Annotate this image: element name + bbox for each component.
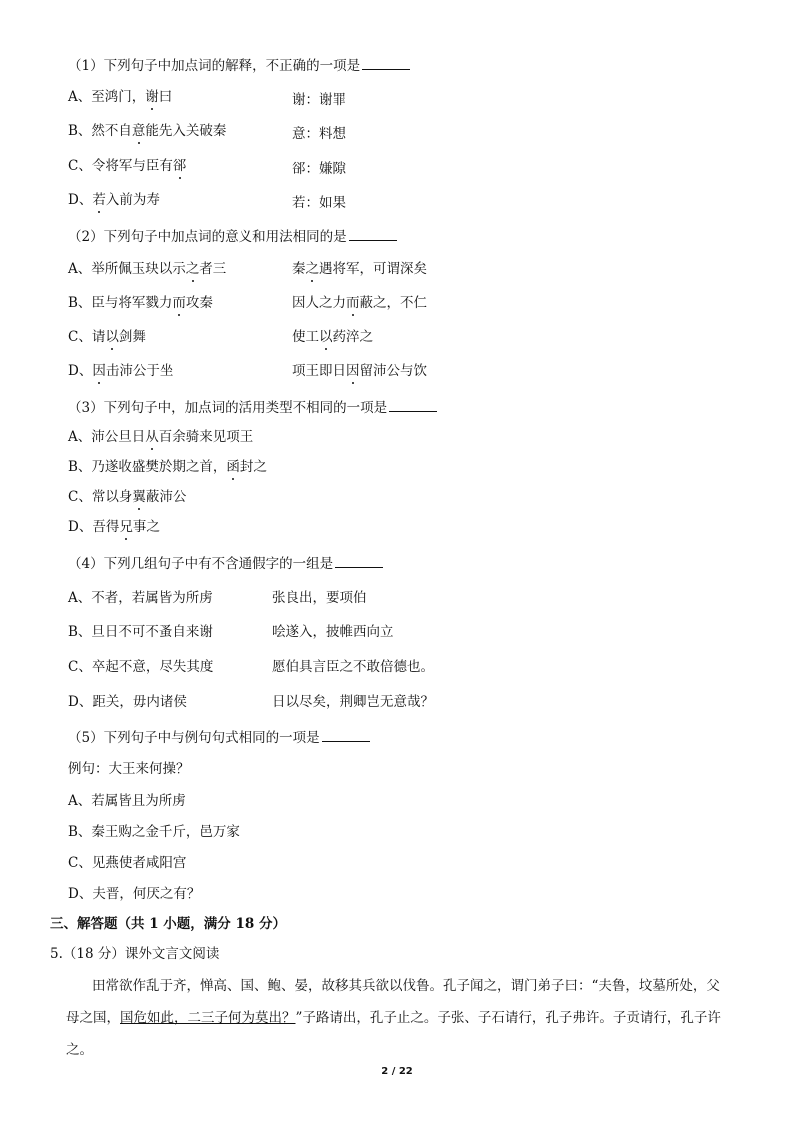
q2-option-a-left: A、举所佩玉玦以示之者三 bbox=[68, 261, 227, 277]
q1-gloss-d: 若：如果 bbox=[292, 195, 346, 211]
q3-option-a: A、沛公旦日从百余骑来见项王 bbox=[68, 429, 254, 445]
q4-option-b-left: B、旦日不可不蚤自来谢 bbox=[68, 624, 213, 640]
q4-option-c-right: 愿伯具言臣之不敢倍德也。 bbox=[272, 659, 434, 675]
q5-stem: （5）下列句子中与例句句式相同的一项是 bbox=[68, 729, 370, 747]
underlined-sentence: 国危如此，二三子何为莫出？ bbox=[120, 1010, 296, 1026]
passage-line-2: 母之国，国危如此，二三子何为莫出？”子路请出，孔子止之。子张、子石请行，孔子弗许。子贡请行，孔子许 bbox=[66, 1010, 721, 1026]
q4-option-d-right: 日以尽矣，荆卿岂无意哉？ bbox=[272, 694, 434, 710]
answer-blank bbox=[322, 729, 370, 742]
question-number: 5.（18 分）课外文言文阅读 bbox=[50, 946, 220, 962]
q5-option-a: A、若属皆且为所虏 bbox=[68, 793, 186, 809]
answer-blank bbox=[362, 57, 410, 70]
passage-line-1: 田常欲作乱于齐，惮高、国、鲍、晏，故移其兵欲以伐鲁。孔子闻之，谓门弟子曰：“夫鲁，坟墓所处，父 bbox=[92, 978, 720, 994]
q2-option-a-right: 秦之遇将军，可谓深矣 bbox=[292, 261, 427, 277]
q2-option-b-right: 因人之力而蔽之，不仁 bbox=[292, 295, 427, 311]
q1-option-a: A、至鸿门，谢曰 bbox=[68, 89, 173, 105]
q3-option-c: C、常以身翼蔽沛公 bbox=[68, 489, 187, 505]
q1-option-b: B、然不自意能先入关破秦 bbox=[68, 123, 227, 139]
q2-option-c-right: 使工以药淬之 bbox=[292, 329, 373, 345]
q5-option-d: D、夫晋，何厌之有？ bbox=[68, 886, 201, 902]
q1-stem: （1）下列句子中加点词的解释，不正确的一项是 bbox=[68, 57, 410, 75]
q5-example: 例句：大王来何操？ bbox=[68, 761, 190, 777]
q4-stem: （4）下列几组句子中有不含通假字的一组是 bbox=[68, 555, 383, 573]
q3-stem: （3）下列句子中，加点词的活用类型不相同的一项是 bbox=[68, 399, 437, 417]
q5-option-c: C、见燕使者咸阳宫 bbox=[68, 855, 187, 871]
answer-blank bbox=[349, 228, 397, 241]
q2-stem: （2）下列句子中加点词的意义和用法相同的是 bbox=[68, 228, 397, 246]
answer-blank bbox=[389, 399, 437, 412]
q3-option-d: D、吾得兄事之 bbox=[68, 519, 160, 535]
q4-option-d-left: D、距关，毋内诸侯 bbox=[68, 694, 187, 710]
page-number: 2 / 22 bbox=[381, 1066, 413, 1077]
q1-option-d: D、若入前为寿 bbox=[68, 192, 160, 208]
q2-option-c-left: C、请以剑舞 bbox=[68, 329, 146, 345]
q4-option-a-left: A、不者，若属皆为所虏 bbox=[68, 590, 213, 606]
passage-line-3: 之。 bbox=[66, 1042, 93, 1058]
q1-gloss-c: 郤：嫌隙 bbox=[292, 161, 346, 177]
q4-option-a-right: 张良出，要项伯 bbox=[272, 590, 367, 606]
q1-option-c: C、令将军与臣有郤 bbox=[68, 158, 187, 174]
q1-gloss-b: 意：料想 bbox=[292, 126, 346, 142]
q2-option-d-right: 项王即日因留沛公与饮 bbox=[292, 363, 427, 379]
answer-blank bbox=[335, 555, 383, 568]
q3-option-b: B、乃遂收盛樊於期之首，函封之 bbox=[68, 459, 267, 475]
q4-option-b-right: 哙遂入，披帷西向立 bbox=[272, 624, 394, 640]
q1-gloss-a: 谢：谢罪 bbox=[292, 92, 346, 108]
q5-option-b: B、秦王购之金千斤，邑万家 bbox=[68, 824, 240, 840]
q2-option-b-left: B、臣与将军戮力而攻秦 bbox=[68, 295, 213, 311]
section-title: 三、解答题（共 1 小题，满分 18 分） bbox=[50, 916, 286, 932]
q2-option-d-left: D、因击沛公于坐 bbox=[68, 363, 174, 379]
q4-option-c-left: C、卒起不意，尽失其度 bbox=[68, 659, 214, 675]
